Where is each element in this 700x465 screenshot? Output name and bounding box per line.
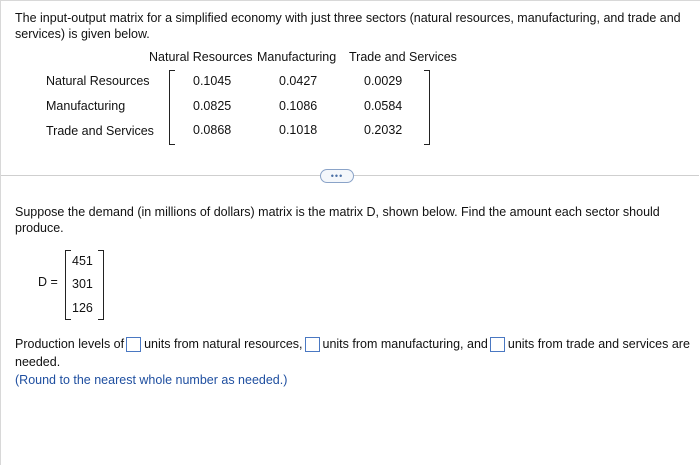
matrix-cell: 0.0825 xyxy=(193,99,232,113)
answer-sentence xyxy=(15,335,695,371)
demand-left-bracket xyxy=(65,250,71,320)
demand-value: 451 xyxy=(72,254,93,268)
trade-services-answer-input[interactable] xyxy=(490,337,505,352)
rounding-note: (Round to the nearest whole number as needed.) xyxy=(15,373,288,387)
row-label-natural-resources: Natural Resources xyxy=(46,74,150,88)
demand-question: Suppose the demand (in millions of dollars) matrix is the matrix D, shown below. Find the amount each sector should produce. xyxy=(15,205,660,235)
row-label-manufacturing: Manufacturing xyxy=(46,99,126,113)
matrix-cell: 0.1086 xyxy=(279,99,318,113)
col-header-natural-resources: Natural Resources xyxy=(149,50,253,64)
matrix-right-bracket xyxy=(424,70,430,145)
matrix-cell: 0.1045 xyxy=(193,74,232,88)
answer-text: units from manufacturing, and xyxy=(322,337,488,351)
matrix-cell: 0.0029 xyxy=(364,74,403,88)
matrix-left-bracket xyxy=(169,70,175,145)
matrix-cell: 0.0868 xyxy=(193,123,232,137)
left-border xyxy=(0,0,1,465)
answer-text: units from natural resources, xyxy=(144,337,303,351)
col-header-manufacturing: Manufacturing xyxy=(257,50,337,64)
matrix-cell: 0.0584 xyxy=(364,99,403,113)
top-border xyxy=(0,0,700,1)
matrix-cell: 0.2032 xyxy=(364,123,403,137)
natural-resources-answer-input[interactable] xyxy=(126,337,141,352)
demand-matrix-label: D = xyxy=(38,275,58,289)
row-label-trade-services: Trade and Services xyxy=(46,124,154,138)
matrix-cell: 0.0427 xyxy=(279,74,318,88)
matrix-cell: 0.1018 xyxy=(279,123,318,137)
col-header-trade-services: Trade and Services xyxy=(349,50,457,64)
problem-intro: The input-output matrix for a simplified economy with just three sectors (natural resources, manufacturing, and trade and services) is given below. xyxy=(15,11,681,41)
manufacturing-answer-input[interactable] xyxy=(305,337,320,352)
matrix-column-headers xyxy=(0,50,700,66)
answer-text: units from trade and services are needed. xyxy=(15,337,690,369)
expand-more-button[interactable]: ••• xyxy=(320,169,354,183)
demand-value: 301 xyxy=(72,277,93,291)
demand-value: 126 xyxy=(72,301,93,315)
answer-text: Production levels of xyxy=(15,337,125,351)
demand-right-bracket xyxy=(98,250,104,320)
